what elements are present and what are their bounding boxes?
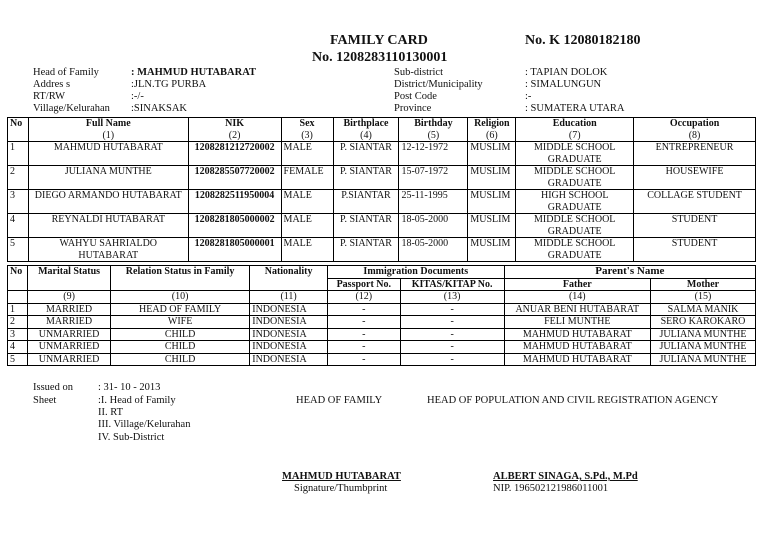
table-cell: - <box>400 303 504 316</box>
sheet-item: IV. Sub-District <box>98 432 165 443</box>
col-header: No <box>8 266 28 291</box>
table-cell: WIFE <box>110 316 249 329</box>
table-cell: SERO KAROKARO <box>650 316 755 329</box>
table-cell: STUDENT <box>634 238 756 262</box>
table-cell: P. SIANTAR <box>333 214 399 238</box>
info-label: Post Code <box>394 91 437 102</box>
table-cell: MIDDLE SCHOOL GRADUATE <box>516 214 634 238</box>
info-label: RT/RW <box>33 91 66 102</box>
table-cell: - <box>400 341 504 354</box>
agency-title: HEAD OF POPULATION AND CIVIL REGISTRATION AGENCY <box>427 395 719 406</box>
table-cell: 25-11-1995 <box>399 190 468 214</box>
table-header-row <box>8 266 756 279</box>
table-cell: MIDDLE SCHOOL GRADUATE <box>516 166 634 190</box>
family-card-number: No. 1208283110130001 <box>312 50 448 65</box>
info-value: : MAHMUD HUTABARAT <box>131 67 257 78</box>
table-cell: JULIANA MUNTHE <box>650 341 755 354</box>
table-row <box>8 166 756 190</box>
table-cell: MALE <box>281 142 333 166</box>
table-cell: INDONESIA <box>250 328 328 341</box>
table-cell: WAHYU SAHRIALDO HUTABARAT <box>28 238 188 262</box>
issued-date: : 31- 10 - 2013 <box>98 382 161 393</box>
table-cell: FELI MUNTHE <box>504 316 650 329</box>
table-cell: 2 <box>8 316 28 329</box>
info-value: :- <box>525 91 532 102</box>
table-cell: 4 <box>8 214 29 238</box>
table-cell: MUSLIM <box>468 166 516 190</box>
info-label: Head of Family <box>33 67 99 78</box>
table-cell: 4 <box>8 341 28 354</box>
table-cell: 12-12-1972 <box>399 142 468 166</box>
col-header: Occupation (8) <box>634 118 756 142</box>
card-k-number: No. K 12080182180 <box>525 33 641 48</box>
table-cell: 18-05-2000 <box>399 238 468 262</box>
info-label: District/Municipality <box>394 79 483 90</box>
col-header: Sex (3) <box>281 118 333 142</box>
col-header: NIK (2) <box>188 118 281 142</box>
table-row <box>8 316 756 329</box>
table-cell: UNMARRIED <box>28 353 111 366</box>
table-cell: HEAD OF FAMILY <box>110 303 249 316</box>
table-cell: 15-07-1972 <box>399 166 468 190</box>
agency-head-name: ALBERT SINAGA, S.Pd., M.Pd <box>493 471 638 482</box>
table-cell: - <box>400 328 504 341</box>
table-cell: MIDDLE SCHOOL GRADUATE <box>516 142 634 166</box>
table-cell: REYNALDI HUTABARAT <box>28 214 188 238</box>
table-cell: UNMARRIED <box>28 341 111 354</box>
table-cell: MIDDLE SCHOOL GRADUATE <box>516 238 634 262</box>
table-cell: HOUSEWIFE <box>634 166 756 190</box>
col-code: (12) <box>327 291 400 304</box>
family-status-table <box>7 265 756 366</box>
table-row <box>8 190 756 214</box>
table-row <box>8 238 756 262</box>
col-header: Relation Status in Family <box>110 266 249 291</box>
table-cell: COLLAGE STUDENT <box>634 190 756 214</box>
info-label: Village/Kelurahan <box>33 103 110 114</box>
table-cell: MARRIED <box>28 303 111 316</box>
info-value: : TAPIAN DOLOK <box>525 67 608 78</box>
head-of-family-name: MAHMUD HUTABARAT <box>282 471 401 482</box>
col-header: Education (7) <box>516 118 634 142</box>
col-header: Birthday (5) <box>399 118 468 142</box>
table-cell: ANUAR BENI HUTABARAT <box>504 303 650 316</box>
table-cell: CHILD <box>110 341 249 354</box>
info-value: :JLN.TG PURBA <box>131 79 207 90</box>
table-cell: 3 <box>8 190 29 214</box>
table-cell: MAHMUD HUTABARAT <box>28 142 188 166</box>
col-header: Immigration Documents <box>327 266 504 279</box>
table-cell: 2 <box>8 166 29 190</box>
table-code-row <box>8 291 756 304</box>
col-header: Passport No. <box>327 278 400 291</box>
table-cell: UNMARRIED <box>28 328 111 341</box>
sheet-item: :I. Head of Family <box>98 395 176 406</box>
table-row <box>8 303 756 316</box>
table-cell: FEMALE <box>281 166 333 190</box>
info-label: Sub-district <box>394 67 443 78</box>
table-cell: - <box>400 316 504 329</box>
info-value: :-/- <box>131 91 144 102</box>
table-cell: DIEGO ARMANDO HUTABARAT <box>28 190 188 214</box>
col-header: Birthplace (4) <box>333 118 399 142</box>
table-cell: 1208285507720002 <box>188 166 281 190</box>
table-cell: MALE <box>281 214 333 238</box>
table-row <box>8 328 756 341</box>
table-cell: MUSLIM <box>468 238 516 262</box>
col-code: (14) <box>504 291 650 304</box>
table-cell: P. SIANTAR <box>333 142 399 166</box>
info-value: : SUMATERA UTARA <box>525 103 625 114</box>
col-code: (9) <box>28 291 111 304</box>
family-members-table <box>7 117 756 262</box>
info-label: Province <box>394 103 432 114</box>
table-cell: P. SIANTAR <box>333 166 399 190</box>
col-header: Father <box>504 278 650 291</box>
col-header: Parent's Name <box>504 266 755 279</box>
col-header: Mother <box>650 278 755 291</box>
table-cell: - <box>327 316 400 329</box>
col-code: (15) <box>650 291 755 304</box>
table-row <box>8 353 756 366</box>
head-of-family-title: HEAD OF FAMILY <box>296 395 383 406</box>
table-cell: JULIANA MUNTHE <box>650 353 755 366</box>
issued-label: Issued on <box>33 382 73 393</box>
sheet-item: II. RT <box>98 407 124 418</box>
col-header: Full Name (1) <box>28 118 188 142</box>
table-cell: 1208281805000002 <box>188 214 281 238</box>
table-cell: - <box>327 303 400 316</box>
table-cell: CHILD <box>110 353 249 366</box>
table-cell: 1208281805000001 <box>188 238 281 262</box>
table-cell: 3 <box>8 328 28 341</box>
table-cell: 1208281212720002 <box>188 142 281 166</box>
col-code: (13) <box>400 291 504 304</box>
table-cell: INDONESIA <box>250 316 328 329</box>
col-header: Religion (6) <box>468 118 516 142</box>
table-cell: P. SIANTAR <box>333 238 399 262</box>
col-code: (11) <box>250 291 328 304</box>
col-header: No <box>8 118 29 142</box>
table-cell: - <box>327 328 400 341</box>
table-cell: ENTREPRENEUR <box>634 142 756 166</box>
info-value: : SIMALUNGUN <box>525 79 602 90</box>
table-cell: CHILD <box>110 328 249 341</box>
table-cell: HIGH SCHOOL GRADUATE <box>516 190 634 214</box>
table-cell: - <box>400 353 504 366</box>
table-cell: MUSLIM <box>468 214 516 238</box>
table-cell: 1 <box>8 142 29 166</box>
sheet-item: III. Village/Kelurahan <box>98 419 191 430</box>
table-row <box>8 142 756 166</box>
table-cell: MAHMUD HUTABARAT <box>504 341 650 354</box>
table-header-row <box>8 118 756 142</box>
table-cell: - <box>327 353 400 366</box>
table-cell: STUDENT <box>634 214 756 238</box>
table-cell: JULIANA MUNTHE <box>28 166 188 190</box>
document-title: FAMILY CARD <box>330 33 428 48</box>
col-header: Nationality <box>250 266 328 291</box>
table-cell: JULIANA MUNTHE <box>650 328 755 341</box>
info-label: Addres s <box>33 79 71 90</box>
table-cell: MAHMUD HUTABARAT <box>504 328 650 341</box>
table-cell: 1 <box>8 303 28 316</box>
info-value: :SINAKSAK <box>131 103 188 114</box>
col-code: (10) <box>110 291 249 304</box>
table-cell: 5 <box>8 353 28 366</box>
signature-label: Signature/Thumbprint <box>294 483 388 494</box>
table-cell: MALE <box>281 190 333 214</box>
table-cell: MUSLIM <box>468 142 516 166</box>
table-cell: MARRIED <box>28 316 111 329</box>
table-cell: INDONESIA <box>250 341 328 354</box>
table-row <box>8 341 756 354</box>
table-cell: MAHMUD HUTABARAT <box>504 353 650 366</box>
table-cell: 5 <box>8 238 29 262</box>
table-row <box>8 214 756 238</box>
table-cell: MUSLIM <box>468 190 516 214</box>
table-cell: - <box>327 341 400 354</box>
agency-head-nip: NIP. 196502121986011001 <box>493 483 609 494</box>
table-cell: 1208282511950004 <box>188 190 281 214</box>
sheet-label: Sheet <box>33 395 57 406</box>
table-cell: SALMA MANIK <box>650 303 755 316</box>
table-cell: 18-05-2000 <box>399 214 468 238</box>
col-header: Marital Status <box>28 266 111 291</box>
table-cell: INDONESIA <box>250 303 328 316</box>
table-cell: INDONESIA <box>250 353 328 366</box>
table-cell: P.SIANTAR <box>333 190 399 214</box>
col-header: KITAS/KITAP No. <box>400 278 504 291</box>
table-cell: MALE <box>281 238 333 262</box>
